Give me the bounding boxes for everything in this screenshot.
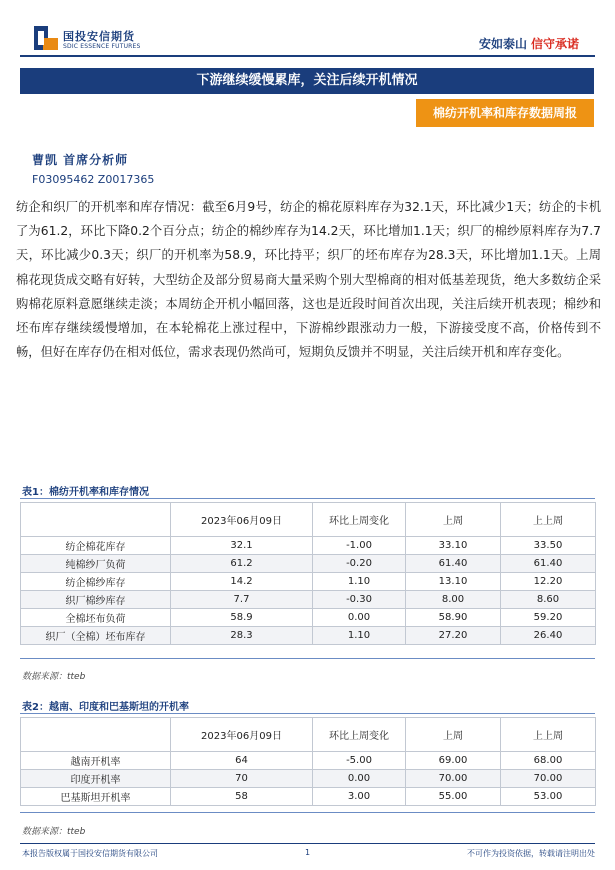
table1-source: 数据来源：tteb xyxy=(22,672,86,682)
table-cell: 69.00 xyxy=(406,752,501,770)
table-cell: 53.00 xyxy=(501,788,596,806)
table-cell: 28.3 xyxy=(171,627,313,645)
table-cell: 27.20 xyxy=(406,627,501,645)
table-cell: 纯棉纱厂负荷 xyxy=(21,555,171,573)
table-cell: 55.00 xyxy=(406,788,501,806)
table-header-cell xyxy=(21,718,171,752)
table-cell: 织厂（全棉）坯布库存 xyxy=(21,627,171,645)
table-cell: 1.10 xyxy=(313,627,406,645)
table-cell: 8.00 xyxy=(406,591,501,609)
table-cell: 70.00 xyxy=(501,770,596,788)
table-cell: 70 xyxy=(171,770,313,788)
table-cell: 纺企棉花库存 xyxy=(21,537,171,555)
table1 xyxy=(20,502,596,645)
table2-source: 数据来源：ttеb xyxy=(22,827,86,837)
table2-bottom-rule xyxy=(20,812,595,813)
slogan xyxy=(479,35,579,52)
table-row xyxy=(21,788,596,806)
table-header-cell xyxy=(21,503,171,537)
table-cell: 0.00 xyxy=(313,609,406,627)
company-logo-icon xyxy=(34,26,58,50)
table-header-cell: 环比上周变化 xyxy=(313,503,406,537)
table-cell: 12.20 xyxy=(501,573,596,591)
table-header-cell: 上周 xyxy=(406,503,501,537)
table-cell: 8.60 xyxy=(501,591,596,609)
table-cell: 64 xyxy=(171,752,313,770)
table-cell: 70.00 xyxy=(406,770,501,788)
table-cell: 61.40 xyxy=(406,555,501,573)
table-header-cell: 上上周 xyxy=(501,503,596,537)
table-cell: 3.00 xyxy=(313,788,406,806)
table-header-cell: 2023年06月09日 xyxy=(171,718,313,752)
table-cell: 织厂棉纱库存 xyxy=(21,591,171,609)
table-header-row xyxy=(21,718,596,752)
table2-rule xyxy=(20,713,595,714)
table-cell: 14.2 xyxy=(171,573,313,591)
table-cell: 巴基斯坦开机率 xyxy=(21,788,171,806)
table-cell: 61.2 xyxy=(171,555,313,573)
header-divider xyxy=(20,55,595,57)
table-cell: 印度开机率 xyxy=(21,770,171,788)
footer-copyright: 本报告版权属于国投安信期货有限公司 xyxy=(22,849,158,858)
table-header-cell: 上周 xyxy=(406,718,501,752)
table-cell: 58.9 xyxy=(171,609,313,627)
table-cell: 13.10 xyxy=(406,573,501,591)
table2 xyxy=(20,717,596,806)
table-row xyxy=(21,609,596,627)
page-header xyxy=(0,0,615,62)
author-certificate: F03095462 Z0017365 xyxy=(32,173,155,186)
company-name-en: SDIC ESSENCE FUTURES xyxy=(63,43,141,50)
table-cell: 1.10 xyxy=(313,573,406,591)
table-cell: 26.40 xyxy=(501,627,596,645)
table-row xyxy=(21,591,596,609)
table-cell: 68.00 xyxy=(501,752,596,770)
table-cell: 32.1 xyxy=(171,537,313,555)
table-cell: 61.40 xyxy=(501,555,596,573)
author-name: 曹凯 首席分析师 xyxy=(32,153,129,167)
report-title: 下游继续缓慢累库，关注后续开机情况 xyxy=(20,68,594,94)
slogan-part2: 信守承诺 xyxy=(530,37,579,51)
table-row xyxy=(21,573,596,591)
table-cell: -1.00 xyxy=(313,537,406,555)
table-row xyxy=(21,752,596,770)
report-subtitle: 棉纺开机率和库存数据周报 xyxy=(416,99,594,127)
report-body: 纺企和织厂的开机率和库存情况：截至6月9号，纺企的棉花原料库存为32.1天，环比减少1天；纺企的卡机了为61.2，环比下降0.2个百分点；纺企的棉纱库存为14.2天，环比增加1.1天；织厂的棉纱原料库存为7.7天，环比减少0.3天；织厂的开机率为58.9，环比持平；织厂的坯布库存为28.3天，环比增加1.1天。上周棉花现货成交略有好转，大型纺企及部分贸易商大量采购个别大型棉商的相对低基差现货，绝大多数纺企采购棉花原料意愿继续走淡；本周纺企开机小幅回落，这也是近段时间首次出现，关注后续开机表现；棉纱和坯布库存继续缓慢增加，在本轮棉花上涨过程中，下游棉纱跟涨动力一般，下游接受度不高，价格传到不畅，但好在库存仍在相对低位，需求表现仍然尚可，短期负反馈并不明显，关注后续开机和库存变化。 xyxy=(16,200,601,360)
table-header-cell: 上上周 xyxy=(501,718,596,752)
page-number: 1 xyxy=(305,848,311,857)
table-header-cell: 2023年06月09日 xyxy=(171,503,313,537)
footer-divider xyxy=(20,843,595,844)
table-cell: 33.10 xyxy=(406,537,501,555)
table-cell: 0.00 xyxy=(313,770,406,788)
table-row xyxy=(21,537,596,555)
table-cell: 越南开机率 xyxy=(21,752,171,770)
table-header-row xyxy=(21,503,596,537)
footer-disclaimer: 不可作为投资依据，转载请注明出处 xyxy=(467,849,595,858)
table-cell: -0.20 xyxy=(313,555,406,573)
slogan-part1: 安如泰山 xyxy=(478,37,527,51)
table-header-cell: 环比上周变化 xyxy=(313,718,406,752)
table-cell: -0.30 xyxy=(313,591,406,609)
table-cell: 58 xyxy=(171,788,313,806)
table2-title: 表2：越南、印度和巴基斯坦的开机率 xyxy=(22,702,189,713)
table1-title: 表1：棉纺开机率和库存情况 xyxy=(22,487,149,498)
table-cell: 33.50 xyxy=(501,537,596,555)
table1-bottom-rule xyxy=(20,658,595,659)
table-row xyxy=(21,555,596,573)
table-cell: 全棉坯布负荷 xyxy=(21,609,171,627)
table1-rule xyxy=(20,498,595,499)
table-row xyxy=(21,627,596,645)
table-cell: 59.20 xyxy=(501,609,596,627)
table-row xyxy=(21,770,596,788)
table-cell: 58.90 xyxy=(406,609,501,627)
table-cell: 7.7 xyxy=(171,591,313,609)
table-cell: 纺企棉纱库存 xyxy=(21,573,171,591)
table-cell: -5.00 xyxy=(313,752,406,770)
company-name-cn: 国投安信期货 xyxy=(63,30,135,43)
